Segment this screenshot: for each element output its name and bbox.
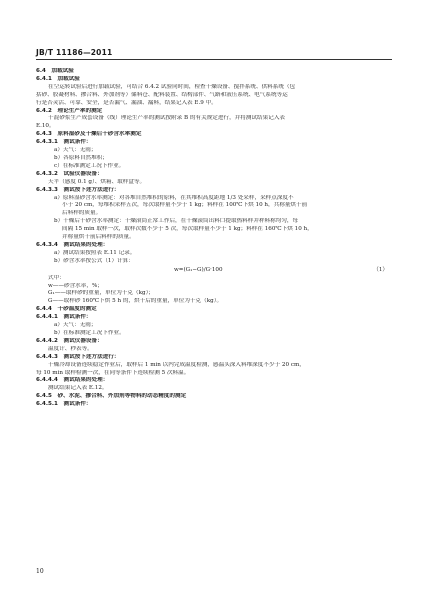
text-line: 间隔 15 min 取样一次，取样次数不少于 5 次，每次取样量不少于 1 kg；料样在 160℃下烘 10 h， (62, 226, 313, 233)
text-line: E.10。 (36, 123, 55, 130)
text-line: 后料样的质量。 (62, 210, 102, 217)
text-line: 每 10 min 取样检测一次，在同等条件下连续检测 5 次料温。 (36, 369, 190, 376)
text-line: b）各原料自然堆积； (54, 154, 108, 161)
text-line: 测试结果记入表 E.12。 (48, 385, 108, 392)
text-line: c）在标准测定工况下作业。 (54, 162, 125, 169)
text-line: a）天气：无雨； (54, 322, 97, 329)
text-line: a）测试结果按照表 E.11 记录。 (54, 249, 136, 256)
section-heading: 6.4.3.1 测试条件： (36, 139, 92, 146)
text-line: 干燥冷却设备连续稳定作业后，取样后 1 min 以内完成温度检测，感温头深入料堆深度不少于 20 cm， (48, 361, 305, 368)
section-heading: 6.4.2 理论生产率的测定 (36, 107, 103, 114)
text-line: b）在标准测定工况下作业。 (54, 330, 125, 336)
section-heading: 6.4.1 加载试验 (36, 75, 80, 82)
section-heading: 6.4.5 砂、水泥、掺合料、外加剂等物料的动态精度的测定 (36, 393, 187, 400)
section-heading: 6.4.4.3 测试按下述方法进行： (36, 353, 120, 360)
section-heading: 6.4 加载试验 (36, 68, 74, 74)
text-line: 行是否灵活、可靠、安全，是否漏气、漏油、漏料，结果记入表 E.9 中。 (36, 99, 217, 106)
text-block-2 (36, 275, 392, 409)
page-body (36, 68, 392, 409)
text-block-1 (36, 68, 392, 266)
section-heading: 6.4.4 干砂温度的测定 (36, 306, 97, 313)
text-line: a）原料湿砂含水率测定：对各堆自然堆积的原料，在其堆积高度距地 1/3 处采样，采样点深度不 (54, 194, 294, 201)
section-heading: 6.4.3 原料湿砂及干燥后干砂含水率测定 (36, 131, 142, 138)
text-line: 式中： (48, 274, 65, 281)
standard-code: JB/T 11186—2011 (36, 48, 113, 57)
section-heading: 6.4.3.3 测试按下述方法进行： (36, 186, 120, 193)
text-line: 小于 20 cm，每堆积采样五次，每次取样量不少于 1 kg；料样在 100℃下烘 10 h，共称量烘干前 (62, 202, 308, 209)
section-heading: 6.4.3.4 测试结果的处理： (36, 241, 109, 248)
text-line: w——砂含水率，%； (48, 282, 103, 289)
formula-number: （1） (373, 266, 388, 273)
text-line: 干混砂浆生产成套设备（线）理论生产率的测试按附录 B 的有关规定进行，并将测试结果记入表 (48, 115, 286, 122)
text-line: G₁——取样砂的重量，单位为千克（kg）； (48, 290, 154, 297)
text-line: 在空运转试验后进行加载试验，可结合 6.4.2 试验同时间，检查干燥设备、搅拌系统、供料系统（包 (48, 83, 296, 90)
section-heading: 6.4.5.1 测试条件： (36, 401, 92, 408)
formula-1 (36, 266, 392, 275)
section-heading: 6.4.4.4 测试结果的处理： (36, 377, 109, 384)
formula-expression: w=(G₁−G)/G·100 (174, 266, 223, 273)
section-heading: 6.4.4.1 测试条件： (36, 314, 92, 321)
section-heading: 6.4.3.2 试验仪器设备： (36, 170, 103, 177)
text-line: 并称量烘干前后料样的质量。 (62, 234, 135, 241)
text-line: a）天气：无雨； (54, 147, 97, 154)
text-line: G——取样砂 160℃下烘 5 h 的，烘干后的重量，单位为千克（kg）。 (48, 298, 223, 305)
page-number: 10 (36, 568, 44, 575)
text-line: b）干燥后干砂含水率测定：干燥滚筒正常工作后，在干燥滚筒出料口提取热料样并秤料称均匀，每 (54, 218, 299, 225)
header-rule (36, 59, 392, 60)
text-line: 括砂、胶凝材料、掺合料、外加剂等）储料仓、配料装置、结构部件、气路和液压系统、电气系统等运 (36, 91, 288, 98)
section-heading: 6.4.4.2 测试仪器设备： (36, 337, 103, 344)
text-line: 天平（感度 0.1 g）、烘箱、取样盒等。 (48, 178, 146, 185)
text-line: b）砂含水率按公式（1）计算： (54, 257, 134, 264)
text-line: 温度计、秒表等。 (48, 345, 93, 352)
